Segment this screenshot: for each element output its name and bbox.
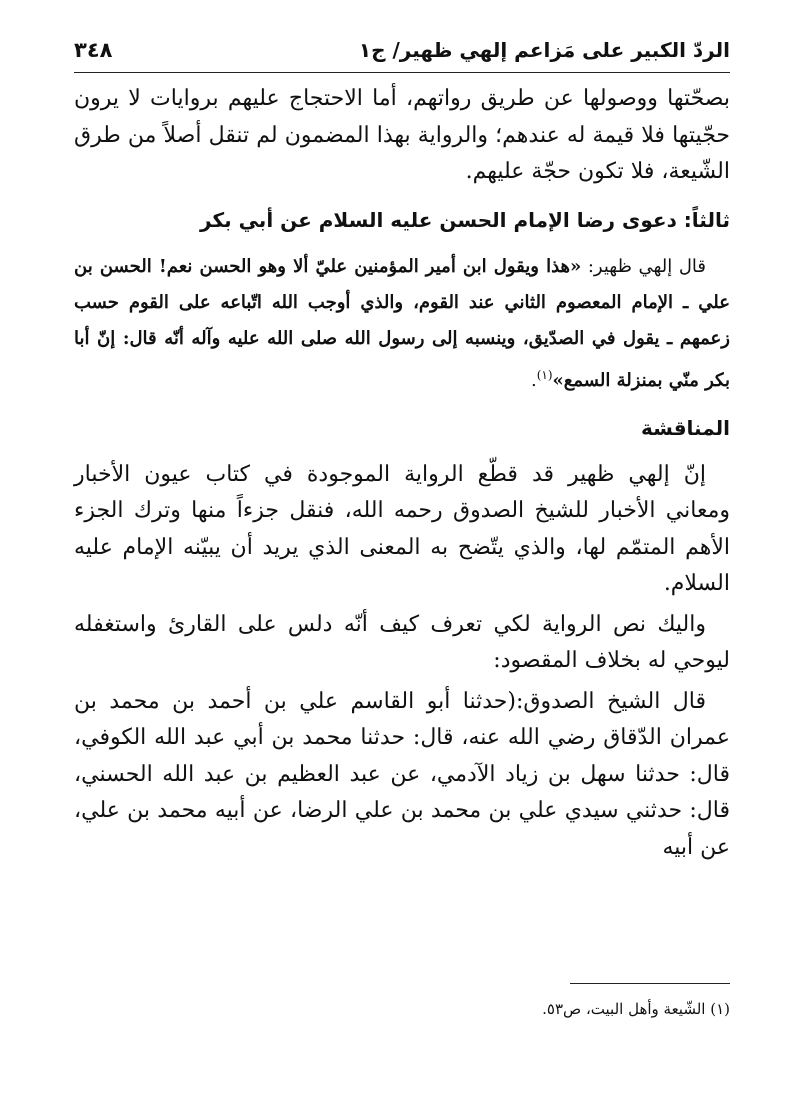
- footnote-divider: [570, 983, 730, 984]
- paragraph-continuation: بصحّتها ووصولها عن طريق رواتهم، أما الاحتجاج عليهم بروايات لا يرون حجّيتها فلا قيمة له عندهم؛ والرواية بهذا المضمون لم تنقل أصلاً من طرق الشّيعة، فلا تكون حجّة عليهم.: [74, 86, 730, 184]
- footnote-reference: (١): [536, 367, 553, 382]
- book-title: الردّ الكبير على مَزاعم إلهي ظهير/ ج١: [358, 38, 730, 62]
- paragraph-narration: قال الشيخ الصدوق:(حدثنا أبو القاسم علي بن أحمد بن محمد بن عمران الدّقاق رضي الله عنه، قال: حدثنا محمد بن أبي عبد الله الكوفي، قال: حدثنا سهل بن زياد الآدمي، عن عبد العظيم بن عبد الله الحسني، قال: حدثني سيدي علي بن محمد بن علي الرضا، عن أبيه محمد بن علي، عن أبيه: [74, 688, 730, 860]
- footnote: (١) الشّيعة وأهل البيت، ص٥٣.: [542, 1000, 730, 1018]
- running-header: [74, 28, 730, 73]
- section-heading: ثالثاً: دعوى رضا الإمام الحسن عليه السلام عن أبي بكر: [200, 207, 730, 232]
- body-text: [74, 81, 730, 866]
- quote-end: .: [530, 369, 537, 391]
- quote-text: «هذا ويقول ابن أمير المؤمنين عليّ ألا وهو الحسن نعم! الحسن بن علي ـ الإمام المعصوم الثاني عند القوم، والذي أوجب الله اتّباعه على القوم حسب زعمهم ـ يقول في الصدّيق، وينسبه إلى رسول الله صلى الله عليه وآله أنّه قال: إنّ أبا بكر منّي بمنزلة السمع»: [74, 255, 730, 391]
- discussion-heading: المناقشة: [640, 415, 730, 440]
- quote-intro: قال إلهي ظهير:: [581, 255, 706, 277]
- paragraph-discussion: إنّ إلهي ظهير قد قطّع الرواية الموجودة في كتاب عيون الأخبار ومعاني الأخبار للشيخ الصدوق رحمه الله، فنقل جزءاً منها وترك الجزء الأهم المتمّم لها، والذي يتّضح به المعنى الذي يريد أن يبيّنه الإمام عليه السلام.: [74, 461, 730, 596]
- document-page: [74, 28, 730, 1088]
- quoted-passage: [74, 249, 730, 399]
- page-number: ٣٤٨: [74, 38, 113, 62]
- paragraph-narration-intro: واليك نص الرواية لكي تعرف كيف أنّه دلس على القارئ واستغفله ليوحي له بخلاف المقصود:: [74, 611, 730, 673]
